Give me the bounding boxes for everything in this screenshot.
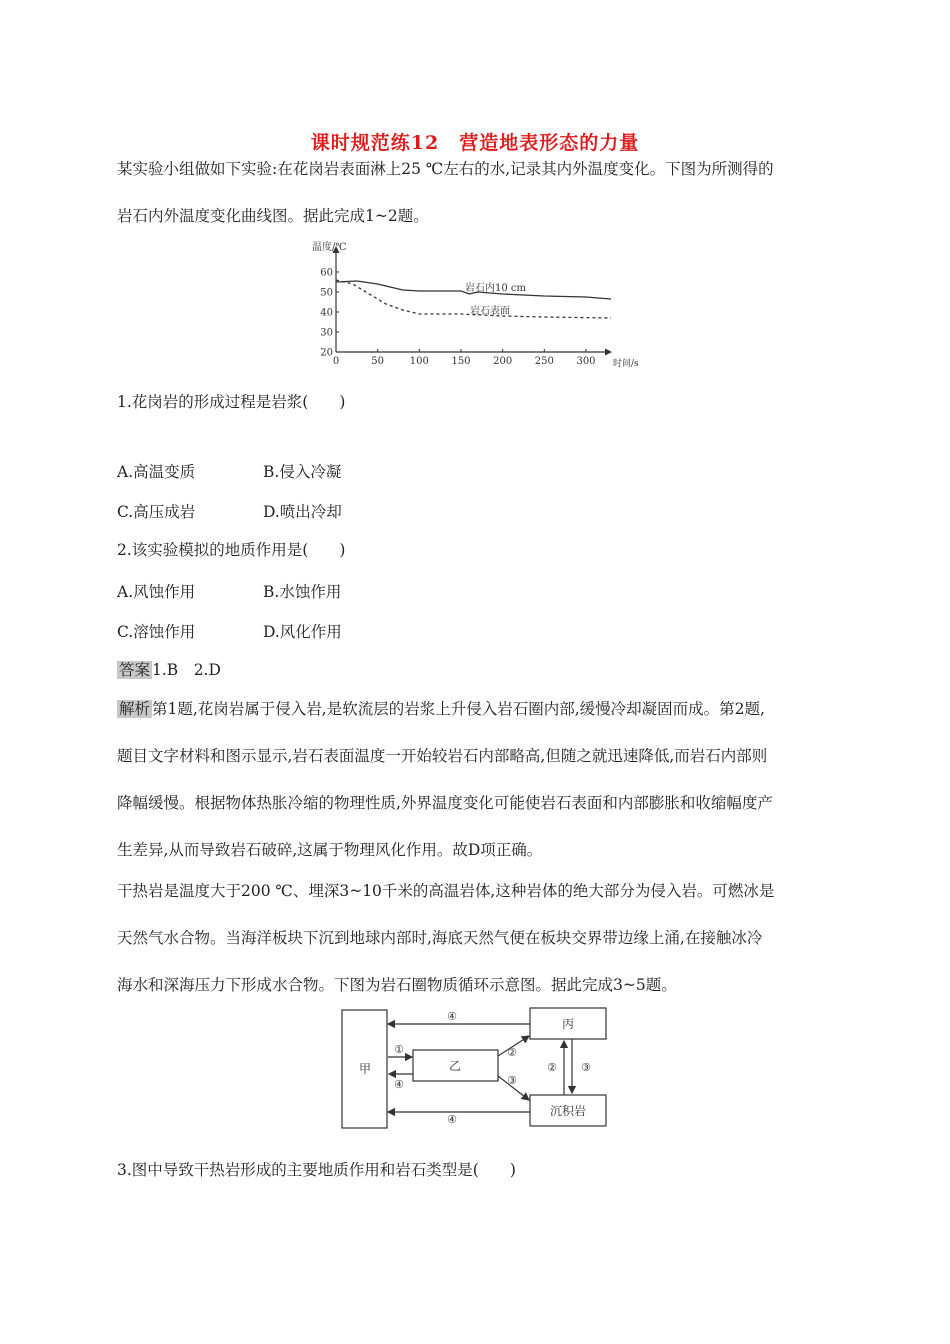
arrow-label-2-vert: ② <box>547 1061 557 1074</box>
x-tick-label: 250 <box>534 356 554 367</box>
x-tick-label: 0 <box>332 356 340 367</box>
analysis-line2: 题目文字材料和图示显示,岩石表面温度一开始较岩石内部略高,但随之就迅速降低,而岩石内部则 <box>117 747 768 765</box>
x-tick-label: 100 <box>409 356 429 367</box>
x-tick-label: 150 <box>451 356 471 367</box>
y-tick-label: 40 <box>320 307 333 319</box>
answer-line <box>117 660 221 680</box>
q1-option-c[interactable]: C.高压成岩 <box>117 503 196 521</box>
q2-option-a[interactable]: A.风蚀作用 <box>117 583 196 601</box>
x-tick-label: 50 <box>371 356 385 367</box>
analysis-text-1: 第1题,花岗岩属于侵入岩,是软流层的岩浆上升侵入岩石圈内部,缓慢冷却凝固而成。第2题, <box>152 700 765 718</box>
analysis-line3: 降幅缓慢。根据物体热胀冷缩的物理性质,外界温度变化可能使岩石表面和内部膨胀和收缩幅度产 <box>117 794 773 812</box>
arrow-label-1: ① <box>394 1043 404 1056</box>
arrow-label-3-vert: ③ <box>581 1061 591 1074</box>
label-jia: 甲 <box>358 1062 372 1076</box>
q3-stem: 3.图中导致干热岩形成的主要地质作用和岩石类型是( ) <box>117 1161 516 1179</box>
x-axis-label: 时间/s <box>613 359 639 369</box>
q1-stem: 1.花岗岩的形成过程是岩浆( ) <box>117 393 346 411</box>
temperature-chart <box>300 238 640 372</box>
q1-option-b[interactable]: B.侵入冷凝 <box>263 463 342 481</box>
answer-tag: 答案 <box>119 661 151 679</box>
y-tick-label: 20 <box>320 347 333 359</box>
q1-option-a[interactable]: A.高温变质 <box>117 463 196 481</box>
q2-option-d[interactable]: D.风化作用 <box>263 623 342 641</box>
label-yi: 乙 <box>448 1059 462 1073</box>
y-tick-label: 50 <box>320 287 333 299</box>
q1-option-d[interactable]: D.喷出冷却 <box>263 503 342 521</box>
x-axis-arrow <box>605 349 612 356</box>
q2-option-c[interactable]: C.溶蚀作用 <box>117 623 196 641</box>
intro1-line2: 岩石内外温度变化曲线图。据此完成1~2题。 <box>117 207 429 225</box>
intro1-line1: 某实验小组做如下实验:在花岗岩表面淋上25 ℃左右的水,记录其内外温度变化。下图为所测得的 <box>117 160 774 178</box>
page-title: 课时规范练12 营造地表形态的力量 <box>310 132 640 154</box>
analysis-tag: 解析 <box>119 700 151 718</box>
arrow-label-2-diag: ② <box>507 1046 517 1059</box>
arrow-label-3-diag: ③ <box>507 1074 517 1087</box>
analysis-line1 <box>117 699 765 719</box>
intro2-line2: 天然气水合物。当海洋板块下沉到地球内部时,海底天然气便在板块交界带边缘上涌,在接触冰冷 <box>117 929 763 947</box>
q2-stem: 2.该实验模拟的地质作用是( ) <box>117 541 346 559</box>
y-axis-label: 温度/℃ <box>312 242 347 253</box>
analysis-line4: 生差异,从而导致岩石破碎,这属于物理风化作用。故D项正确。 <box>117 841 543 859</box>
x-tick-label: 300 <box>576 356 596 367</box>
q2-option-b[interactable]: B.水蚀作用 <box>263 583 342 601</box>
label-bing: 丙 <box>561 1017 575 1031</box>
chart-plot-area <box>312 240 639 369</box>
arrow-label-4-mid: ④ <box>394 1078 404 1091</box>
y-tick-label: 60 <box>320 267 333 279</box>
y-tick-label: 30 <box>320 327 333 339</box>
intro2-line3: 海水和深海压力下形成水合物。下图为岩石圈物质循环示意图。据此完成3~5题。 <box>117 976 677 994</box>
rock-cycle-diagram <box>340 1006 612 1132</box>
intro2-line1: 干热岩是温度大于200 ℃、埋深3~10千米的高温岩体,这种岩体的绝大部分为侵入岩。可燃冰是 <box>117 882 775 900</box>
label-sedimentary-rock: 沉积岩 <box>549 1104 587 1118</box>
arrow-label-top: ④ <box>447 1010 457 1023</box>
arrow-label-bottom: ④ <box>447 1113 457 1126</box>
answer-text: 1.B 2.D <box>152 661 221 679</box>
series-label-surface: 岩石表面 <box>470 306 510 317</box>
series-label-inner: 岩石内10 cm <box>465 283 526 294</box>
x-tick-label: 200 <box>493 356 513 367</box>
